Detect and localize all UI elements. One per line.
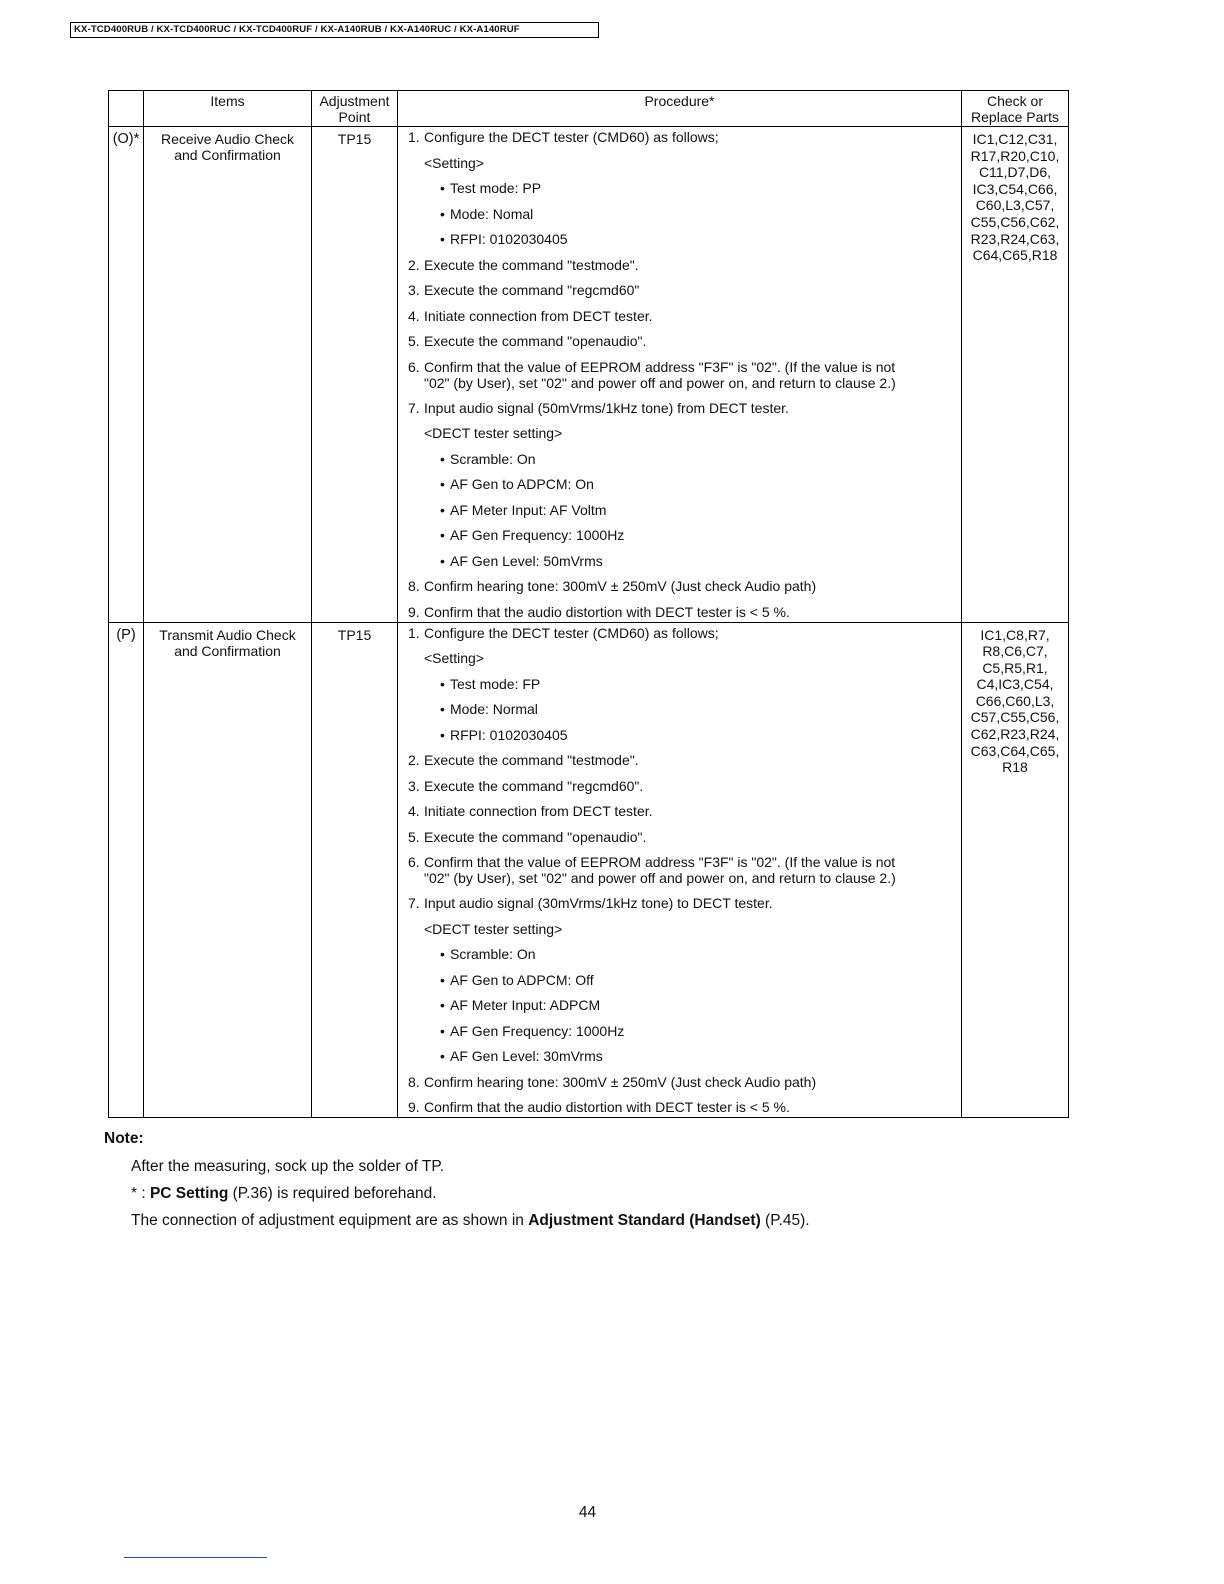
procedure-bullet: • AF Gen Frequency: 1000Hz [440, 527, 625, 543]
part-ref: IC3,C54,C66, [972, 180, 1058, 197]
procedure-subheading: <Setting> [424, 154, 484, 171]
procedure [398, 622, 962, 1118]
part-ref: C64,C65,R18 [972, 247, 1058, 264]
table-header-row [109, 91, 1069, 127]
part-ref: R17,R20,C10, [970, 147, 1060, 164]
procedure-step: 6. Confirm that the value of EEPROM address "F3F" is "02". (If the value is not "02" (by User), set "02" and power off and power on, and return to clause 2.) [408, 358, 896, 391]
procedure-step: 2. Execute the command "testmode". [408, 752, 639, 768]
table-row [109, 622, 1069, 1118]
part-ref: R18 [1002, 759, 1028, 776]
part-ref: R8,C6,C7, [982, 643, 1048, 660]
check-replace-parts [962, 127, 1069, 623]
procedure-step: 2. Execute the command "testmode". [408, 256, 639, 273]
col-header-check-parts: Check or Replace Parts [962, 91, 1069, 127]
part-ref: IC1,C8,R7, [980, 626, 1050, 643]
part-ref: IC1,C12,C31, [972, 131, 1058, 147]
procedure-step: 3. Execute the command "regcmd60" [408, 282, 640, 298]
note-title: Note: [104, 1130, 144, 1147]
procedure-bullet: • Mode: Normal [440, 701, 538, 717]
col-header-id [109, 91, 144, 127]
row-id: (O)* [109, 127, 144, 623]
note-line-3: The connection of adjustment equipment are as shown in Adjustment Standard (Handset) (P.45). [131, 1212, 810, 1229]
pc-setting-link[interactable]: PC Setting [149, 1185, 229, 1202]
page-number: 44 [578, 1504, 597, 1521]
procedure-subheading: <DECT tester setting> [424, 920, 563, 937]
procedure-step: 6. Confirm that the value of EEPROM address "F3F" is "02". (If the value is not "02" (by User), set "02" and power off and power on, and return to clause 2.) [408, 854, 896, 886]
check-replace-parts [962, 622, 1069, 1118]
adjustment-point: TP15 [312, 622, 398, 1118]
procedure-step: 5. Execute the command "openaudio". [408, 828, 647, 845]
note-line-2: * : PC Setting (P.36) is required beforehand. [131, 1185, 437, 1202]
part-ref: C11,D7,D6, [978, 164, 1052, 181]
procedure-subheading: <Setting> [424, 650, 484, 666]
procedure-step: 9. Confirm that the audio distortion with DECT tester is < 5 %. [408, 603, 790, 620]
adjustment-standard-link[interactable]: Adjustment Standard (Handset) [528, 1212, 761, 1229]
part-ref: C4,IC3,C54, [976, 676, 1054, 693]
part-ref: C63,C64,C65, [970, 742, 1060, 759]
procedure-bullet: • Scramble: On [440, 450, 536, 467]
col-header-adjustment-point: Adjustment Point [312, 91, 398, 127]
part-ref: C62,R23,R24, [970, 726, 1060, 743]
item-name: Receive Audio Check and Confirmation [144, 127, 312, 623]
procedure-step: 5. Execute the command "openaudio". [408, 333, 647, 349]
adjustment-point: TP15 [312, 127, 398, 623]
col-header-procedure: Procedure* [398, 91, 962, 127]
procedure-step: 8. Confirm hearing tone: 300mV ± 250mV (Just check Audio path) [408, 578, 817, 594]
part-ref: C57,C55,C56, [970, 709, 1060, 726]
procedure-bullet: • AF Gen Level: 50mVrms [440, 552, 603, 569]
procedure-step: 1. Configure the DECT tester (CMD60) as follows; [408, 624, 719, 641]
part-ref: C66,C60,L3, [975, 692, 1055, 709]
col-header-items: Items [144, 91, 312, 127]
table-row [109, 127, 1069, 623]
procedure-step: 4. Initiate connection from DECT tester. [408, 803, 653, 819]
procedure-bullet: • Test mode: PP [440, 180, 542, 196]
footer-rule [124, 1557, 267, 1558]
procedure-step: 3. Execute the command "regcmd60". [408, 777, 644, 794]
adjustment-table [108, 90, 1069, 1118]
part-ref: C55,C56,C62, [970, 213, 1060, 230]
procedure-bullet: • Scramble: On [440, 946, 536, 962]
procedure-bullet: • Test mode: FP [440, 675, 541, 692]
procedure-bullet: • RFPI: 0102030405 [440, 231, 568, 247]
procedure-bullet: • Mode: Nomal [440, 205, 534, 222]
model-header: KX-TCD400RUB / KX-TCD400RUC / KX-TCD400RUF / KX-A140RUB / KX-A140RUC / KX-A140RUF [70, 22, 599, 38]
procedure-bullet: • AF Meter Input: AF Voltm [440, 501, 607, 518]
procedure-subheading: <DECT tester setting> [424, 425, 563, 441]
procedure-bullet: • AF Gen to ADPCM: Off [440, 971, 594, 988]
procedure [398, 127, 962, 623]
procedure-step: 7. Input audio signal (30mVrms/1kHz tone) to DECT tester. [408, 895, 773, 911]
part-ref: C60,L3,C57, [975, 197, 1055, 214]
procedure-step: 1. Configure the DECT tester (CMD60) as follows; [408, 129, 719, 145]
procedure-step: 7. Input audio signal (50mVrms/1kHz tone) from DECT tester. [408, 399, 789, 416]
part-ref: C5,R5,R1, [982, 659, 1048, 676]
procedure-step: 4. Initiate connection from DECT tester. [408, 307, 653, 324]
procedure-bullet: • AF Meter Input: ADPCM [440, 997, 601, 1013]
part-ref: R23,R24,C63, [970, 230, 1060, 247]
procedure-bullet: • AF Gen Frequency: 1000Hz [440, 1022, 625, 1039]
procedure-step: 8. Confirm hearing tone: 300mV ± 250mV (Just check Audio path) [408, 1073, 817, 1090]
procedure-bullet: • RFPI: 0102030405 [440, 726, 568, 743]
procedure-step: 9. Confirm that the audio distortion with DECT tester is < 5 %. [408, 1099, 790, 1115]
procedure-bullet: • AF Gen to ADPCM: On [440, 476, 594, 492]
row-id: (P) [109, 622, 144, 1118]
procedure-bullet: • AF Gen Level: 30mVrms [440, 1048, 603, 1064]
item-name: Transmit Audio Check and Confirmation [144, 622, 312, 1118]
note-line-1: After the measuring, sock up the solder of TP. [131, 1158, 445, 1175]
